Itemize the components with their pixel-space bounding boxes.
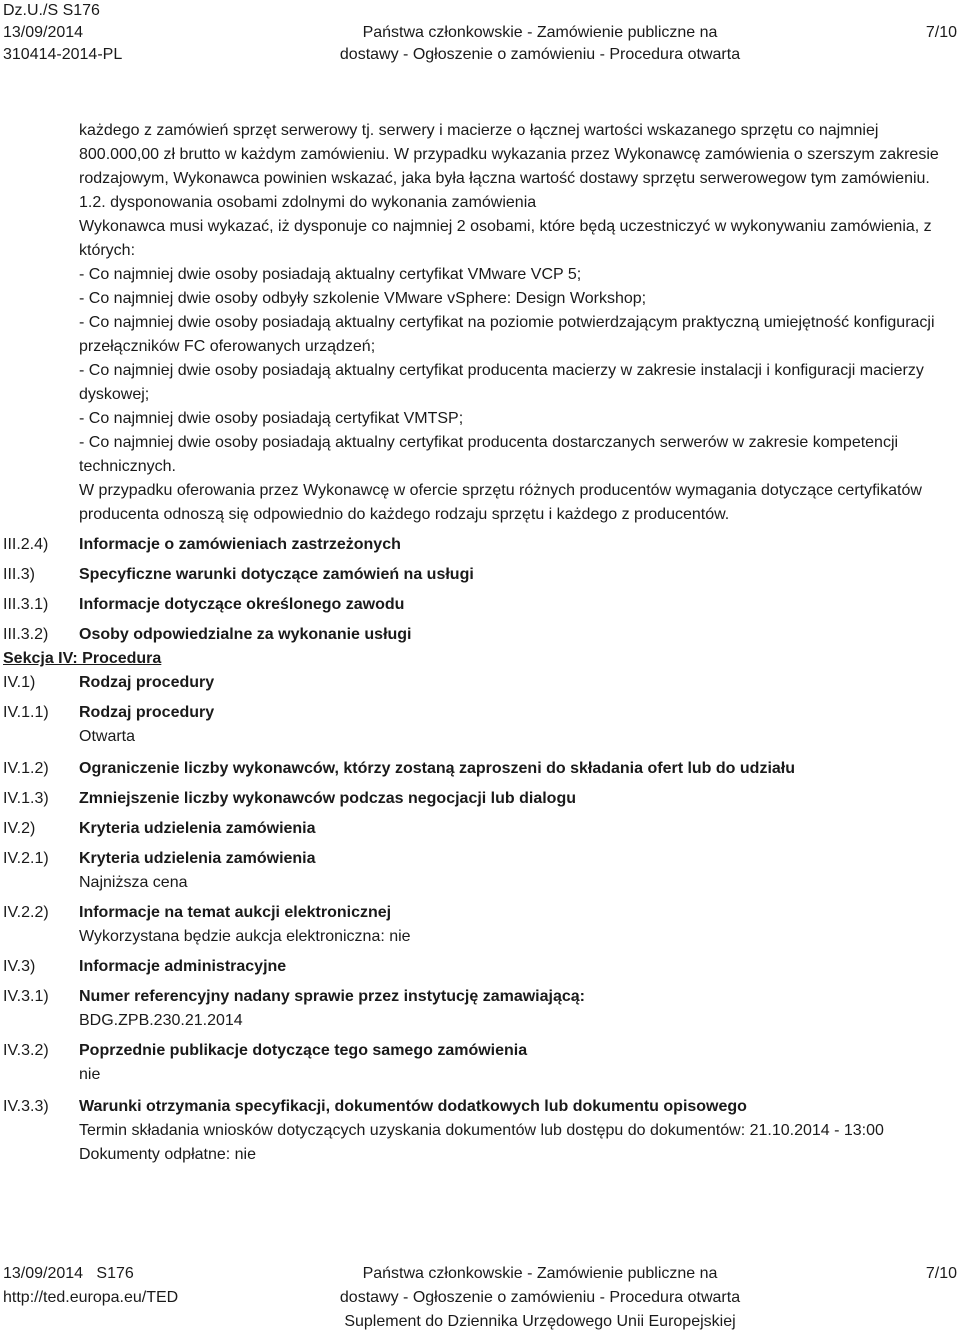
item-number: IV.2) bbox=[3, 820, 36, 837]
paragraph: W przypadku oferowania przez Wykonawcę w ofercie sprzętu różnych producentów wymagania dotyczące certyfikatów producenta odnoszą się odpowiednio do każdego rodzaju sprzętu i każdego z producentów. bbox=[79, 482, 922, 523]
header-page-number: 7/10 bbox=[925, 24, 957, 41]
header-date: 13/09/2014 bbox=[3, 24, 84, 41]
section-item bbox=[3, 847, 958, 895]
section-item bbox=[3, 901, 958, 949]
footer-date: 13/09/2014 bbox=[3, 1265, 84, 1282]
item-number: III.3.2) bbox=[3, 626, 49, 643]
page-header bbox=[0, 0, 960, 72]
section-item bbox=[3, 701, 958, 749]
item-title: Kryteria udzielenia zamówienia bbox=[79, 820, 316, 837]
item-number: IV.3) bbox=[3, 958, 36, 975]
item-number: III.3.1) bbox=[3, 596, 49, 613]
section-heading: Sekcja IV: Procedura bbox=[3, 650, 162, 667]
section-item bbox=[3, 757, 958, 781]
footer-title-line2: dostawy - Ogłoszenie o zamówieniu - Procedura otwarta bbox=[339, 1289, 741, 1306]
item-title: Rodzaj procedury bbox=[79, 704, 215, 721]
paragraph: Wykonawca musi wykazać, iż dysponuje co najmniej 2 osobami, które będą uczestniczyć w wykonywaniu zamówienia, z których: bbox=[79, 218, 932, 259]
doc-ref: Dz.U./S S176 bbox=[3, 2, 100, 19]
item-value: Najniższa cena bbox=[79, 874, 188, 891]
item-title: Informacje dotyczące określonego zawodu bbox=[79, 596, 405, 613]
item-title: Informacje o zamówieniach zastrzeżonych bbox=[79, 536, 401, 553]
footer-title bbox=[300, 1262, 780, 1334]
footer-page-number: 7/10 bbox=[925, 1265, 957, 1282]
item-number: IV.1.1) bbox=[3, 704, 49, 721]
item-title: Zmniejszenie liczby wykonawców podczas negocjacji lub dialogu bbox=[79, 790, 576, 807]
footer-left bbox=[3, 1262, 178, 1310]
item-number: IV.3.3) bbox=[3, 1098, 49, 1115]
item-value: BDG.ZPB.230.21.2014 bbox=[79, 1012, 243, 1029]
footer-url[interactable]: http://ted.europa.eu/TED bbox=[3, 1289, 179, 1306]
item-title: Poprzednie publikacje dotyczące tego samego zamówienia bbox=[79, 1042, 528, 1059]
item-number: IV.2.1) bbox=[3, 850, 49, 867]
continuation-text bbox=[3, 119, 958, 527]
item-value: Dokumenty odpłatne: nie bbox=[79, 1146, 256, 1163]
item-number: IV.3.1) bbox=[3, 988, 49, 1005]
item-number: III.3) bbox=[3, 566, 36, 583]
item-number: IV.1.3) bbox=[3, 790, 49, 807]
section-item bbox=[3, 817, 958, 841]
footer-issue: S176 bbox=[96, 1265, 134, 1282]
item-title: Kryteria udzielenia zamówienia bbox=[79, 850, 316, 867]
paragraph: 1.2. dysponowania osobami zdolnymi do wykonania zamówienia bbox=[79, 194, 537, 211]
footer-title-line1: Państwa członkowskie - Zamówienie publiczne na bbox=[362, 1265, 718, 1282]
section-item bbox=[3, 563, 958, 587]
paragraph: każdego z zamówień sprzęt serwerowy tj. serwery i macierze o łącznej wartości wskazanego sprzętu co najmniej 800.000,00 zł brutto w każdym zamówieniu. W przypadku wykazania przez Wykonawcę zamówienia o szerszym zakresie rodzajowym, Wykonawca powinien wskazać, jaka była łączna wartość dostawy sprzętu serwerowegow tym zamówieniu. bbox=[79, 122, 939, 187]
section-item bbox=[3, 787, 958, 811]
document-body bbox=[3, 119, 958, 1167]
item-number: IV.2.2) bbox=[3, 904, 49, 921]
item-title: Specyficzne warunki dotyczące zamówień na usługi bbox=[79, 566, 474, 583]
item-value: nie bbox=[79, 1066, 101, 1083]
paragraph: - Co najmniej dwie osoby posiadają aktualny certyfikat producenta dostarczanych serwerów w zakresie kompetencji technicznych. bbox=[79, 434, 899, 475]
item-value: Termin składania wniosków dotyczących uzyskania dokumentów lub dostępu do dokumentów: 21.10.2014 - 13:00 bbox=[79, 1122, 884, 1139]
paragraph: - Co najmniej dwie osoby posiadają aktualny certyfikat producenta macierzy w zakresie instalacji i konfiguracji macierzy dyskowej; bbox=[79, 362, 924, 403]
header-left bbox=[3, 0, 122, 66]
item-title: Numer referencyjny nadany sprawie przez instytucję zamawiającą: bbox=[79, 988, 585, 1005]
item-number: IV.1.2) bbox=[3, 760, 49, 777]
item-title: Informacje administracyjne bbox=[79, 958, 287, 975]
header-title bbox=[300, 22, 780, 66]
paragraph: - Co najmniej dwie osoby odbyły szkolenie VMware vSphere: Design Workshop; bbox=[79, 290, 647, 307]
header-title-line2: dostawy - Ogłoszenie o zamówieniu - Procedura otwarta bbox=[339, 46, 741, 63]
section-item bbox=[3, 623, 958, 647]
item-title: Warunki otrzymania specyfikacji, dokumentów dodatkowych lub dokumentu opisowego bbox=[79, 1098, 747, 1115]
section-item bbox=[3, 671, 958, 695]
item-number: IV.1) bbox=[3, 674, 36, 691]
paragraph: - Co najmniej dwie osoby posiadają aktualny certyfikat na poziomie potwierdzającym praktyczną umiejętność konfiguracji przełączników FC oferowanych urządzeń; bbox=[79, 314, 935, 355]
item-title: Ograniczenie liczby wykonawców, którzy zostaną zaproszeni do składania ofert lub do udziału bbox=[79, 760, 795, 777]
item-number: IV.3.2) bbox=[3, 1042, 49, 1059]
section-item bbox=[3, 593, 958, 617]
page-footer bbox=[0, 1262, 960, 1334]
notice-id: 310414-2014-PL bbox=[3, 46, 123, 63]
item-title: Rodzaj procedury bbox=[79, 674, 215, 691]
item-number: III.2.4) bbox=[3, 536, 49, 553]
paragraph: - Co najmniej dwie osoby posiadają certyfikat VMTSP; bbox=[79, 410, 464, 427]
footer-title-line3: Suplement do Dziennika Urzędowego Unii Europejskiej bbox=[344, 1313, 736, 1330]
header-title-line1: Państwa członkowskie - Zamówienie publiczne na bbox=[362, 24, 718, 41]
item-title: Osoby odpowiedzialne za wykonanie usługi bbox=[79, 626, 412, 643]
section-item bbox=[3, 1095, 958, 1167]
item-title: Informacje na temat aukcji elektronicznej bbox=[79, 904, 392, 921]
item-value: Otwarta bbox=[79, 728, 136, 745]
section-item bbox=[3, 955, 958, 979]
item-value: Wykorzystana będzie aukcja elektroniczna: nie bbox=[79, 928, 411, 945]
paragraph: - Co najmniej dwie osoby posiadają aktualny certyfikat VMware VCP 5; bbox=[79, 266, 582, 283]
section-item bbox=[3, 533, 958, 557]
section-item bbox=[3, 985, 958, 1033]
section-item bbox=[3, 1039, 958, 1087]
